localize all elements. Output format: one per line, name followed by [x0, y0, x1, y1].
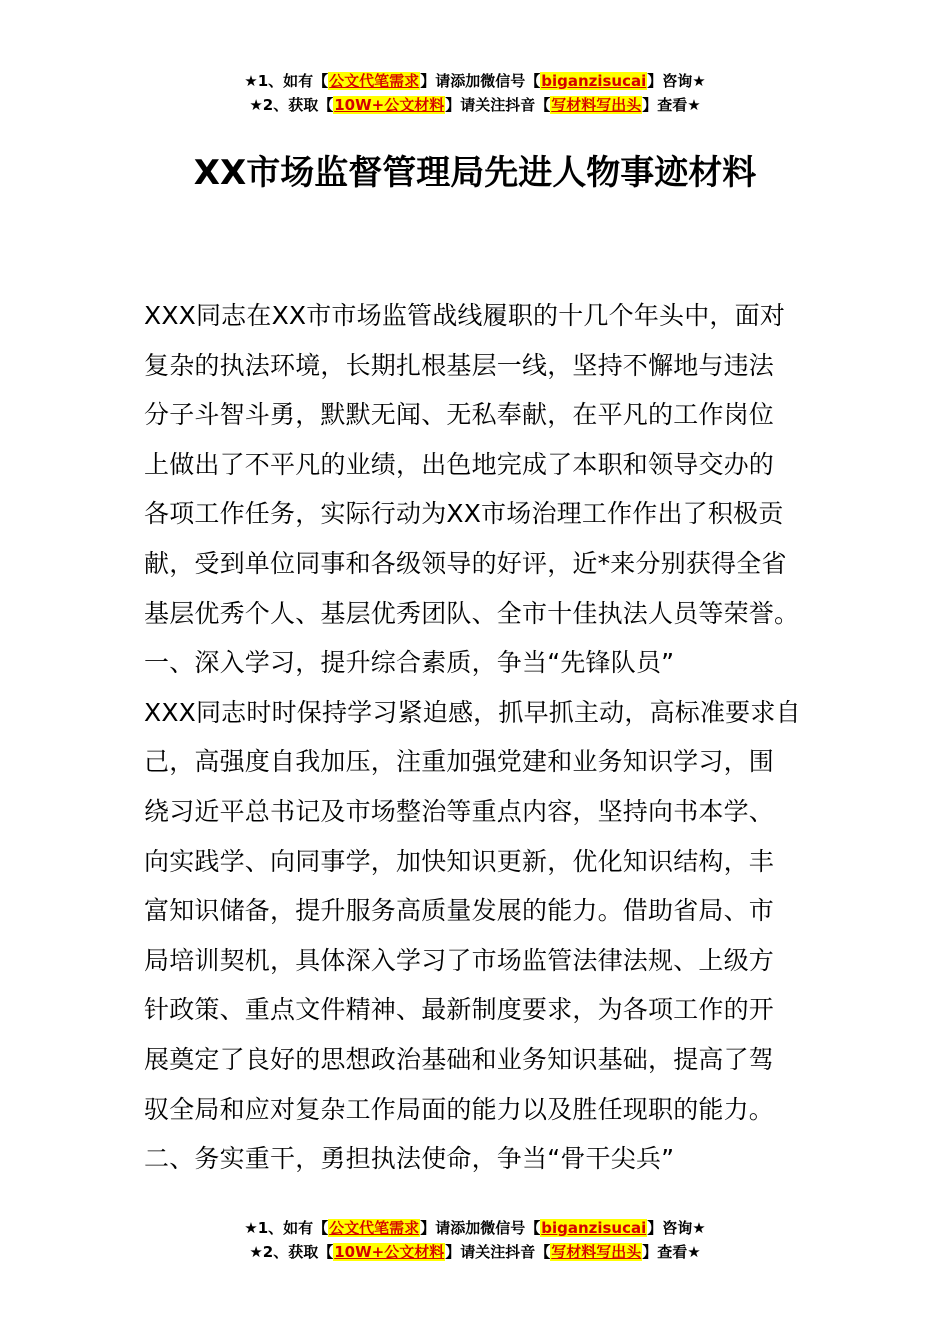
body-line: 局培训契机，具体深入学习了市场监管法律法规、上级方	[144, 945, 775, 975]
body-line: 献，受到单位同事和各级领导的好评，近*来分别获得全省	[144, 548, 787, 578]
document-body	[144, 291, 809, 1184]
banner-text: 】咨询★	[647, 72, 706, 90]
footer-banner	[0, 1216, 950, 1264]
banner-line-2	[0, 1240, 950, 1264]
banner-text: ★2、获取【	[249, 1243, 334, 1261]
body-line: 己，高强度自我加压，注重加强党建和业务知识学习，围	[144, 747, 775, 777]
banner-text: 】请添加微信号【	[420, 72, 541, 90]
banner-text: ★1、如有【	[244, 1219, 329, 1237]
banner-text: 】查看★	[642, 96, 701, 114]
banner-text: 】请关注抖音【	[445, 96, 551, 114]
body-line: 绕习近平总书记及市场整治等重点内容，坚持向书本学、	[144, 796, 775, 826]
banner-highlight: 10W+公文材料	[334, 96, 445, 114]
body-line: XXX同志在XX市市场监管战线履职的十几个年头中，面对	[144, 301, 786, 330]
banner-text: ★2、获取【	[249, 96, 334, 114]
banner-highlight: biganzisucai	[541, 72, 647, 90]
banner-highlight: 10W+公文材料	[334, 1243, 445, 1261]
banner-highlight: 写材料写出头	[551, 1243, 642, 1261]
body-line: 基层优秀个人、基层优秀团队、全市十佳执法人员等荣誉。	[144, 598, 800, 628]
body-line: 富知识储备，提升服务高质量发展的能力。借助省局、市	[144, 896, 775, 926]
banner-highlight: biganzisucai	[541, 1219, 647, 1237]
banner-highlight: 公文代笔需求	[329, 72, 420, 90]
body-line: 复杂的执法环境，长期扎根基层一线，坚持不懈地与违法	[144, 350, 775, 380]
header-banner	[0, 69, 950, 117]
banner-text: 】查看★	[642, 1243, 701, 1261]
body-line: 各项工作任务，实际行动为XX市场治理工作作出了积极贡	[144, 499, 784, 529]
banner-line-2	[0, 93, 950, 117]
banner-text: ★1、如有【	[244, 72, 329, 90]
body-line: 向实践学、向同事学，加快知识更新，优化知识结构，丰	[144, 846, 775, 876]
banner-text: 】请关注抖音【	[445, 1243, 551, 1261]
body-line: 二、务实重干，勇担执法使命，争当“骨干尖兵”	[144, 1144, 675, 1174]
body-line: 上做出了不平凡的业绩，出色地完成了本职和领导交办的	[144, 449, 775, 479]
body-line: 分子斗智斗勇，默默无闻、无私奉献，在平凡的工作岗位	[144, 400, 775, 430]
banner-text: 】请添加微信号【	[420, 1219, 541, 1237]
banner-line-1	[0, 1216, 950, 1240]
banner-highlight: 写材料写出头	[551, 96, 642, 114]
banner-text: 】咨询★	[647, 1219, 706, 1237]
body-line: XXX同志时时保持学习紧迫感，抓早抓主动，高标准要求自	[144, 697, 801, 727]
body-line: 一、深入学习，提升综合素质，争当“先锋队员”	[144, 648, 675, 678]
body-line: 驭全局和应对复杂工作局面的能力以及胜任现职的能力。	[144, 1094, 775, 1124]
document-title: XX市场监督管理局先进人物事迹材料	[193, 153, 757, 193]
body-line: 针政策、重点文件精神、最新制度要求，为各项工作的开	[144, 995, 775, 1025]
body-line: 展奠定了良好的思想政治基础和业务知识基础，提高了驾	[144, 1044, 775, 1074]
banner-highlight: 公文代笔需求	[329, 1219, 420, 1237]
banner-line-1	[0, 69, 950, 93]
